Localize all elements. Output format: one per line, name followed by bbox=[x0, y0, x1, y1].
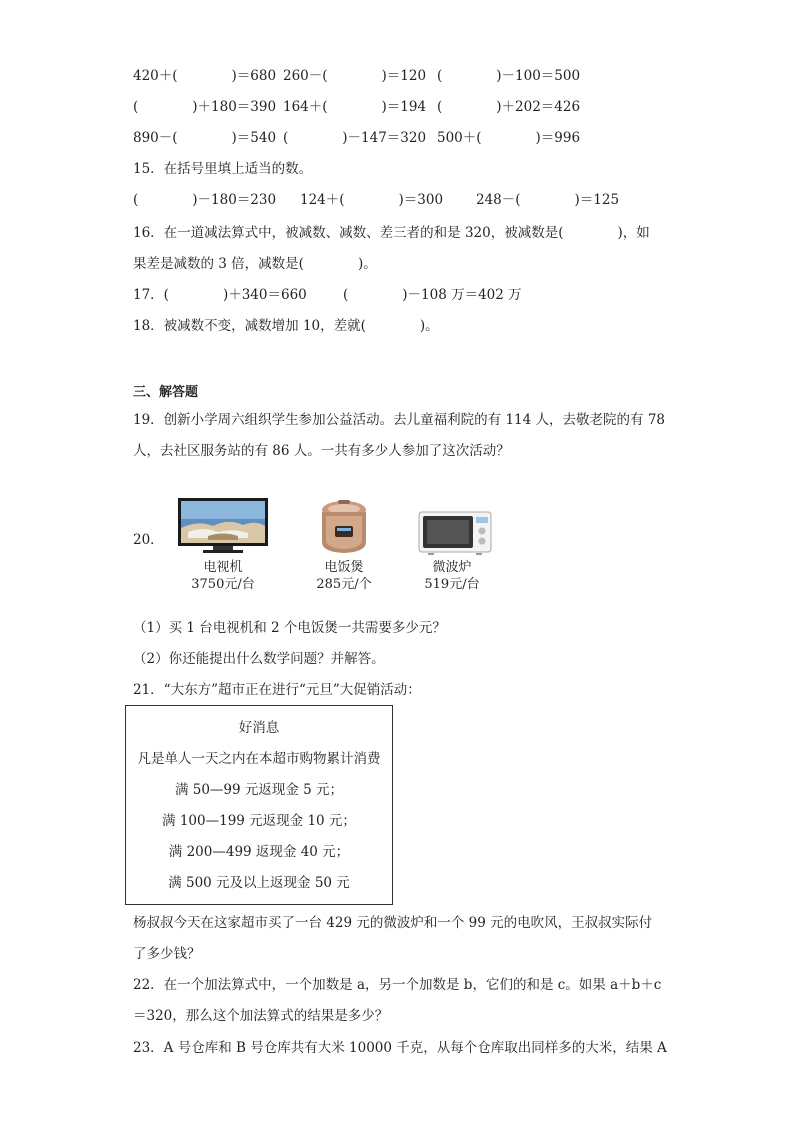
section-heading: 三、解答题 bbox=[133, 385, 199, 400]
q16-line-2: 果差是减数的 3 倍，减数是( )。 bbox=[133, 256, 377, 272]
q20-sub-2: （2）你还能提出什么数学问题？并解答。 bbox=[133, 651, 385, 667]
q21-intro: 21．“大东方”超市正在进行“元旦”大促销活动： bbox=[133, 682, 421, 698]
q19-line-1: 19．创新小学周六组织学生参加公益活动。去儿童福利院的有 114 人，去敬老院的有 78 bbox=[133, 412, 665, 428]
microwave-name: 微波炉 bbox=[432, 560, 472, 575]
q16-line-1: 16．在一道减法算式中，被减数、减数、差三者的和是 320，被减数是( )，如 bbox=[133, 225, 650, 241]
q23-line-1: 23．A 号仓库和 B 号仓库共有大米 10000 千克，从每个仓库取出同样多的大米，结果 A bbox=[133, 1040, 667, 1056]
q21-line-1: 杨叔叔今天在这家超市买了一台 429 元的微波炉和一个 99 元的电吹风，王叔叔实际付 bbox=[133, 915, 653, 931]
rice-cooker-image bbox=[318, 498, 370, 556]
q22-line-1: 22．在一个加法算式中，一个加数是 a，另一个加数是 b，它们的和是 c。如果 a＋b＋c bbox=[133, 977, 662, 993]
eq-r1-c2: 260－( )＝120 bbox=[283, 68, 427, 84]
q20-number: 20． bbox=[133, 532, 164, 548]
cooker-name: 电饭煲 bbox=[324, 560, 364, 575]
tv-price: 3750元/台 bbox=[191, 577, 255, 592]
tv-image bbox=[178, 498, 268, 554]
q15-item-1: ( )－180＝230 bbox=[133, 192, 277, 208]
eq-r3-c2: ( )－147＝320 bbox=[283, 130, 427, 146]
eq-r2-c2: 164＋( )＝194 bbox=[283, 99, 427, 115]
q15-item-3: 248－( )＝125 bbox=[476, 192, 620, 208]
microwave-price: 519元/台 bbox=[424, 577, 480, 592]
q18: 18．被减数不变，减数增加 10，差就( )。 bbox=[133, 318, 439, 334]
promo-line-4: 满 200—499 返现金 40 元； bbox=[168, 844, 350, 860]
eq-r1-c1: 420＋( )＝680 bbox=[133, 68, 277, 84]
eq-r2-c1: ( )＋180＝390 bbox=[133, 99, 277, 115]
microwave-image bbox=[418, 511, 492, 555]
promo-line-5: 满 500 元及以上返现金 50 元 bbox=[168, 875, 350, 891]
q15-title: 15．在括号里填上适当的数。 bbox=[133, 161, 313, 177]
promo-line-2: 满 50—99 元返现金 5 元； bbox=[174, 782, 344, 798]
promo-box bbox=[125, 705, 393, 905]
eq-r2-c3: ( )＋202＝426 bbox=[437, 99, 581, 115]
q20-sub-1: （1）买 1 台电视机和 2 个电饭煲一共需要多少元？ bbox=[133, 620, 446, 636]
q21-line-2: 了多少钱？ bbox=[133, 946, 201, 962]
promo-line-1: 凡是单人一天之内在本超市购物累计消费 bbox=[137, 751, 381, 767]
q15-item-2: 124＋( )＝300 bbox=[300, 192, 444, 208]
eq-r3-c1: 890－( )＝540 bbox=[133, 130, 277, 146]
q22-line-2: ＝320，那么这个加法算式的结果是多少？ bbox=[133, 1008, 389, 1024]
eq-r1-c3: ( )－100＝500 bbox=[437, 68, 581, 84]
q17-a: 17．( )＋340＝660 bbox=[133, 287, 307, 303]
q17-b: ( )－108 万＝402 万 bbox=[343, 287, 522, 303]
promo-line-3: 满 100—199 元返现金 10 元； bbox=[162, 813, 356, 829]
eq-r3-c3: 500＋( )＝996 bbox=[437, 130, 581, 146]
promo-title: 好消息 bbox=[238, 720, 280, 736]
cooker-price: 285元/个 bbox=[316, 577, 372, 592]
tv-name: 电视机 bbox=[203, 560, 243, 575]
q19-line-2: 人，去社区服务站的有 86 人。一共有多少人参加了这次活动？ bbox=[133, 443, 510, 459]
